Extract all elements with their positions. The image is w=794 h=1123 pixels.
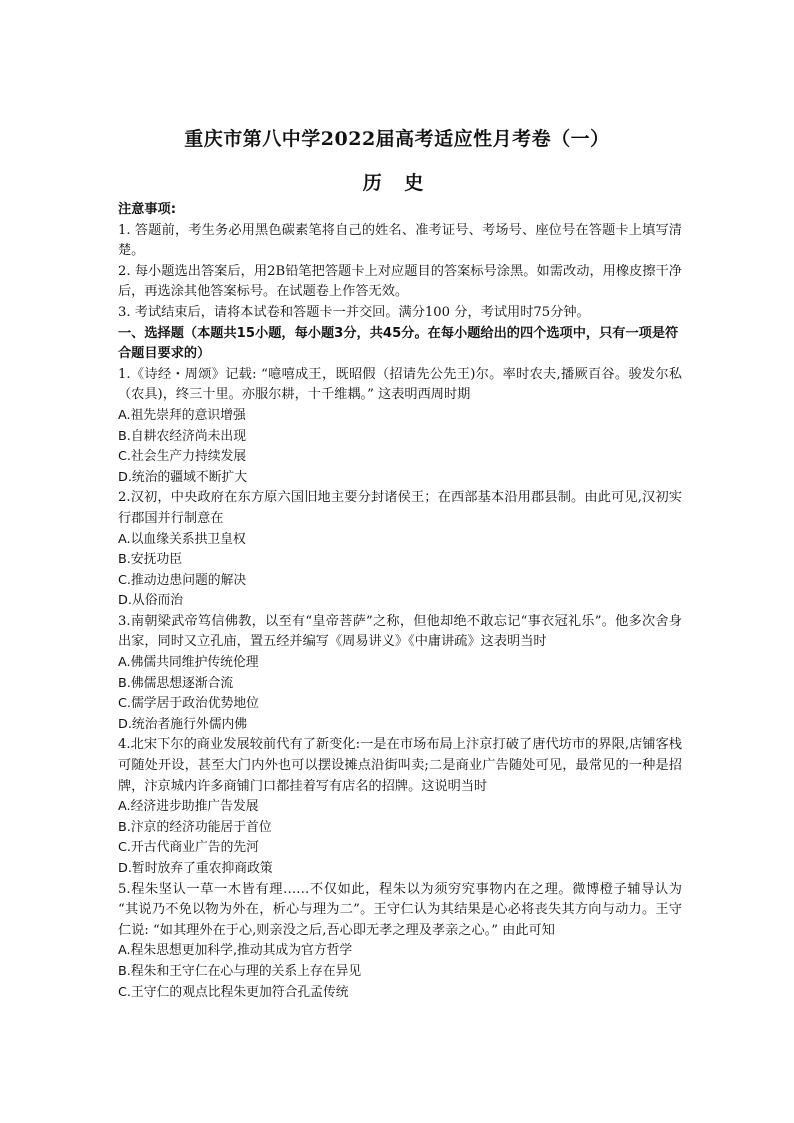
notice-item-1: 1. 答题前，考生务必用黑色碳素笔将自己的姓名、准考证号、考场号、座位号在答题卡上填写清楚。 [118,222,682,259]
option-a: A.佛儒共同维护传统伦理 [118,655,259,671]
section-heading: 一、选择题（本题共15小题，每小题3分，共45分。在每小题给出的四个选项中，只有一项是符合题目要求的） [118,325,679,362]
question-stem: 3.南朝梁武帝笃信佛教，以至有“皇帝菩萨”之称，但他却绝不敢忘记“事衣冠礼乐”。他多次舍身出家，同时又立孔庙，置五经并编写《周易讲义》《中庸讲疏》这表明当时 [118,613,682,650]
option-b: B.汴京的经济功能居于首位 [118,819,272,835]
option-a: A.程朱思想更加科学,推动其成为官方哲学 [118,943,353,959]
subject-title: 历 史 [362,172,432,194]
notice-item-2: 2. 每小题选出答案后，用2B铅笔把答题卡上对应题目的答案标号涂黑。如需改动，用橡皮擦干净后，再选涂其他答案标号。在试题卷上作答无效。 [118,263,682,300]
option-b: B.程朱和王守仁在心与理的关系上存在异见 [118,963,362,979]
question-stem: 1.《诗经・周颂》记载: “噫嘻成王，既昭假（招请先公先王)尔。率时农夫,播厥百谷。骏发尔私（农具)，终三十里。亦服尔耕，十千维耦。” 这表明西周时期 [118,366,682,403]
option-c: C.社会生产力持续发展 [118,449,247,465]
option-d: D.暂时放弃了重农抑商政策 [118,861,273,876]
question-stem: 5.程朱坚认一草一木皆有理……不仅如此，程朱以为须穷究事物内在之理。微博橙子辅导认为 “其说乃不免以物为外在，析心与理为二”。王守仁认为其结果是心必将丧失其方向与动力。王守仁说: “如其理外在于心,则亲没之后,吾心即无孝之理及孝亲之心。” 由此可知 [118,881,682,938]
question-1 [118,365,682,489]
option-d: D.统治者施行外儒内佛 [118,716,248,732]
option-d: D.统治的疆域不断扩大 [118,469,248,485]
question-3 [118,612,682,736]
notice-item-3: 3. 考试结束后，请将本试卷和答题卡一并交回。满分100 分，考试用时75分钟。 [118,304,590,320]
option-b: B.自耕农经济尚未出现 [118,428,247,444]
exam-title: 重庆市第八中学2022届高考适应性月考卷（一） [184,128,610,150]
option-c: C.开古代商业广告的先河 [118,840,259,856]
exam-content [118,200,682,1003]
question-4 [118,735,682,879]
question-2 [118,488,682,612]
option-c: C.推动边患问题的解决 [118,572,247,588]
option-d: D.从俗而治 [118,593,184,609]
question-5 [118,880,682,1004]
option-c: C.儒学居于政治优势地位 [118,696,259,712]
option-a: A.经济进步助推广告发展 [118,799,259,815]
question-stem: 2.汉初，中央政府在东方原六国旧地主要分封诸侯王；在西部基本沿用郡县制。由此可见,汉初实行郡国并行制意在 [118,490,682,526]
notice-heading: 注意事项: [118,202,177,217]
option-b: B.安抚功臣 [118,552,183,568]
option-a: A.以血缘关系拱卫皇权 [118,531,246,547]
option-b: B.佛儒思想逐渐合流 [118,675,234,691]
question-stem: 4.北宋下尔的商业发展较前代有了新变化:一是在市场布局上汴京打破了唐代坊市的界限,店铺客栈可随处开设，甚至大门内外也可以摆设摊点沿街叫卖;二是商业广告随处可见，最常见的一种是招牌，汴京城内许多商铺门口都挂着写有店名的招牌。这说明当时 [118,737,682,794]
option-a: A.祖先崇拜的意识增强 [118,407,246,423]
option-c: C.王守仁的观点比程朱更加符合孔孟传统 [118,984,349,1000]
